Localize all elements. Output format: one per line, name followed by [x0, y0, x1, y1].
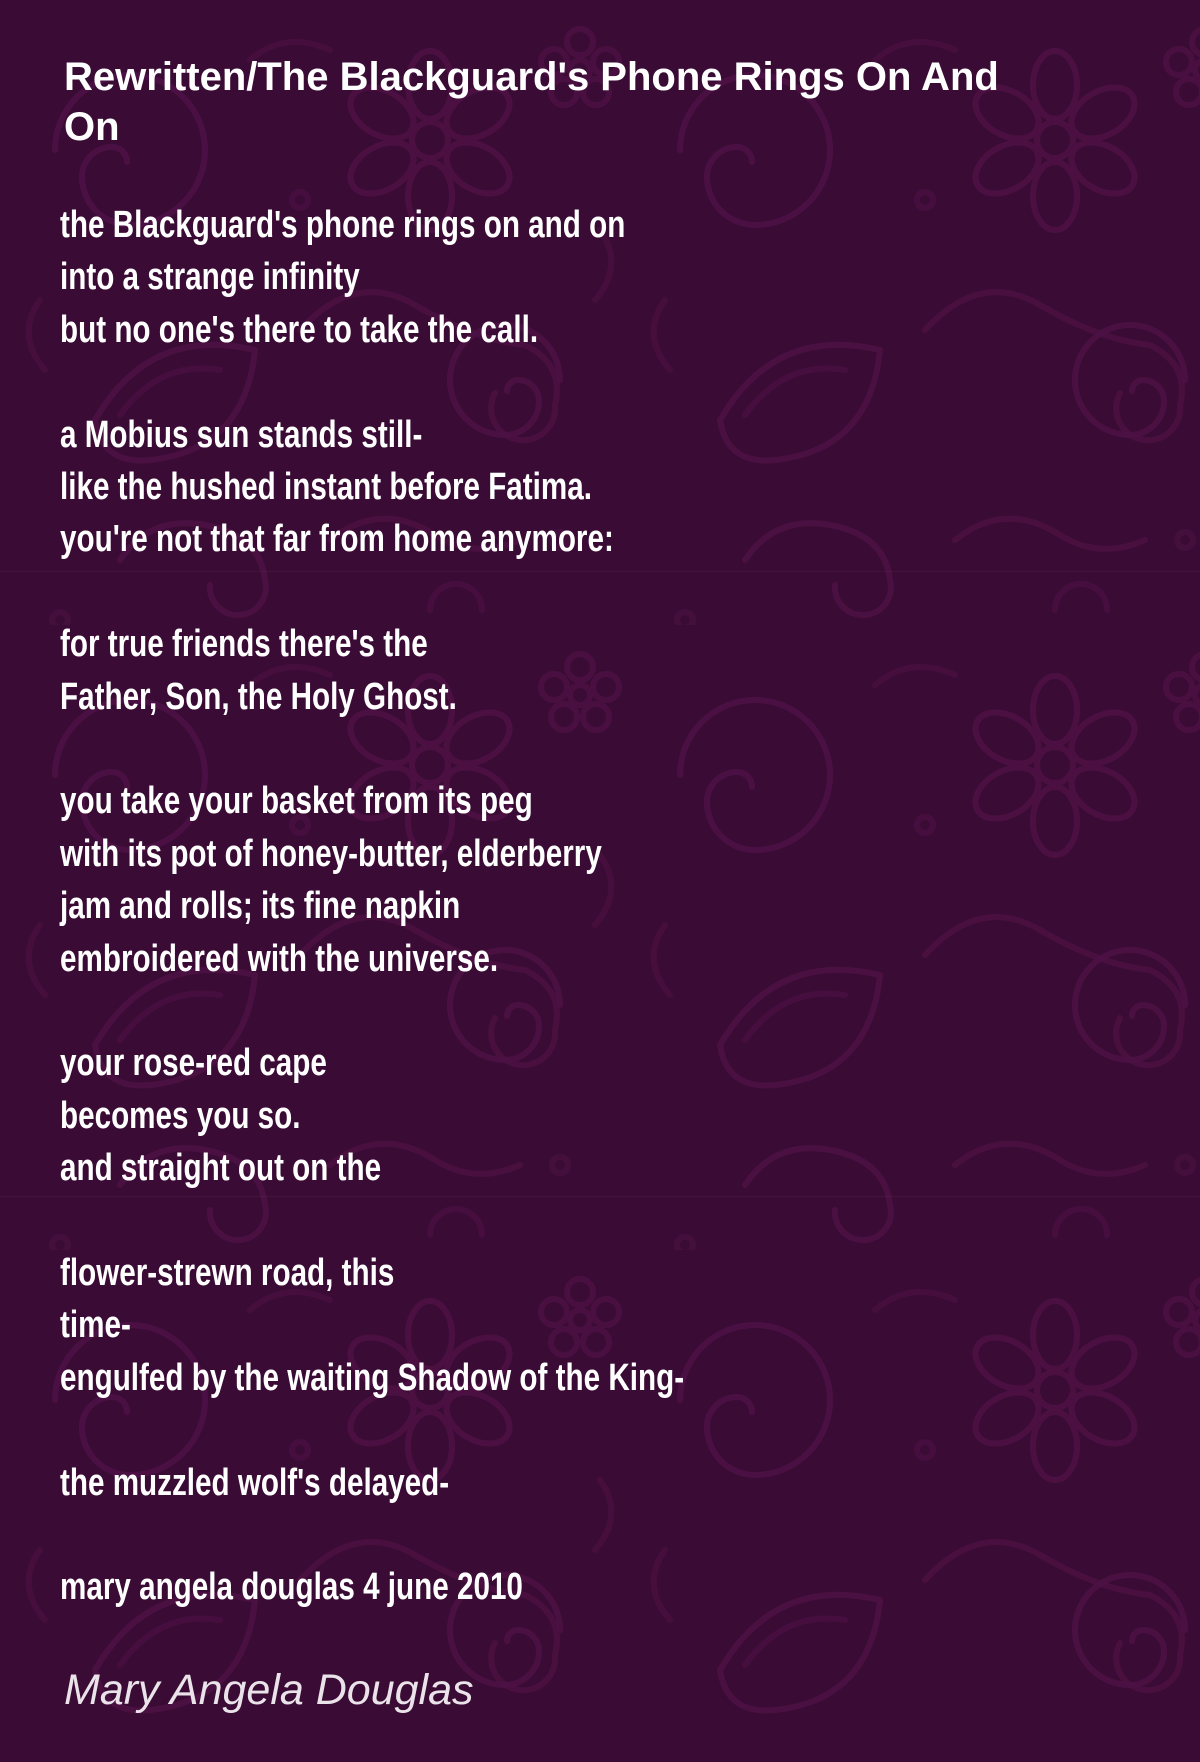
stanza-4	[60, 775, 1152, 985]
poem-line: your rose-red cape	[60, 1042, 327, 1085]
poem-line: jam and rolls; its fine napkin	[60, 885, 461, 928]
author-signature: Mary Angela Douglas	[64, 1666, 474, 1714]
poem-line: but no one's there to take the call.	[60, 308, 539, 351]
poem-line: flower-strewn road, this	[60, 1252, 395, 1295]
stanza-7	[60, 1457, 1152, 1509]
poem-line: you take your basket from its peg	[60, 780, 533, 823]
poem-line: you're not that far from home anymore:	[60, 518, 614, 561]
poem-line: time-	[60, 1304, 131, 1347]
poem-line: and straight out on the	[60, 1147, 382, 1190]
poem-line: engulfed by the waiting Shadow of the King-	[60, 1356, 685, 1399]
poem-line: becomes you so.	[60, 1094, 301, 1137]
poem-line: Father, Son, the Holy Ghost.	[60, 675, 457, 718]
poem-line: into a strange infinity	[60, 256, 360, 299]
stanza-2	[60, 409, 1152, 566]
poem-line: a Mobius sun stands still-	[60, 413, 423, 456]
poem-dateline: mary angela douglas 4 june 2010	[60, 1566, 523, 1609]
poem-line: for true friends there's the	[60, 623, 428, 666]
poem-line: the Blackguard's phone rings on and on	[60, 204, 626, 246]
poem-title: Rewritten/The Blackguard's Phone Rings On And On	[64, 55, 999, 149]
stanza-6	[60, 1247, 1152, 1404]
stanza-5	[60, 1037, 1152, 1194]
poem-line: embroidered with the universe.	[60, 937, 499, 980]
poem-body	[60, 199, 1152, 1614]
stanza-3	[60, 618, 1152, 723]
poem-line: like the hushed instant before Fatima.	[60, 466, 592, 509]
poem-line: the muzzled wolf's delayed-	[60, 1461, 450, 1504]
poem-line: with its pot of honey-butter, elderberry	[60, 832, 602, 875]
stanza-8	[60, 1561, 1152, 1613]
stanza-1	[60, 199, 1152, 356]
